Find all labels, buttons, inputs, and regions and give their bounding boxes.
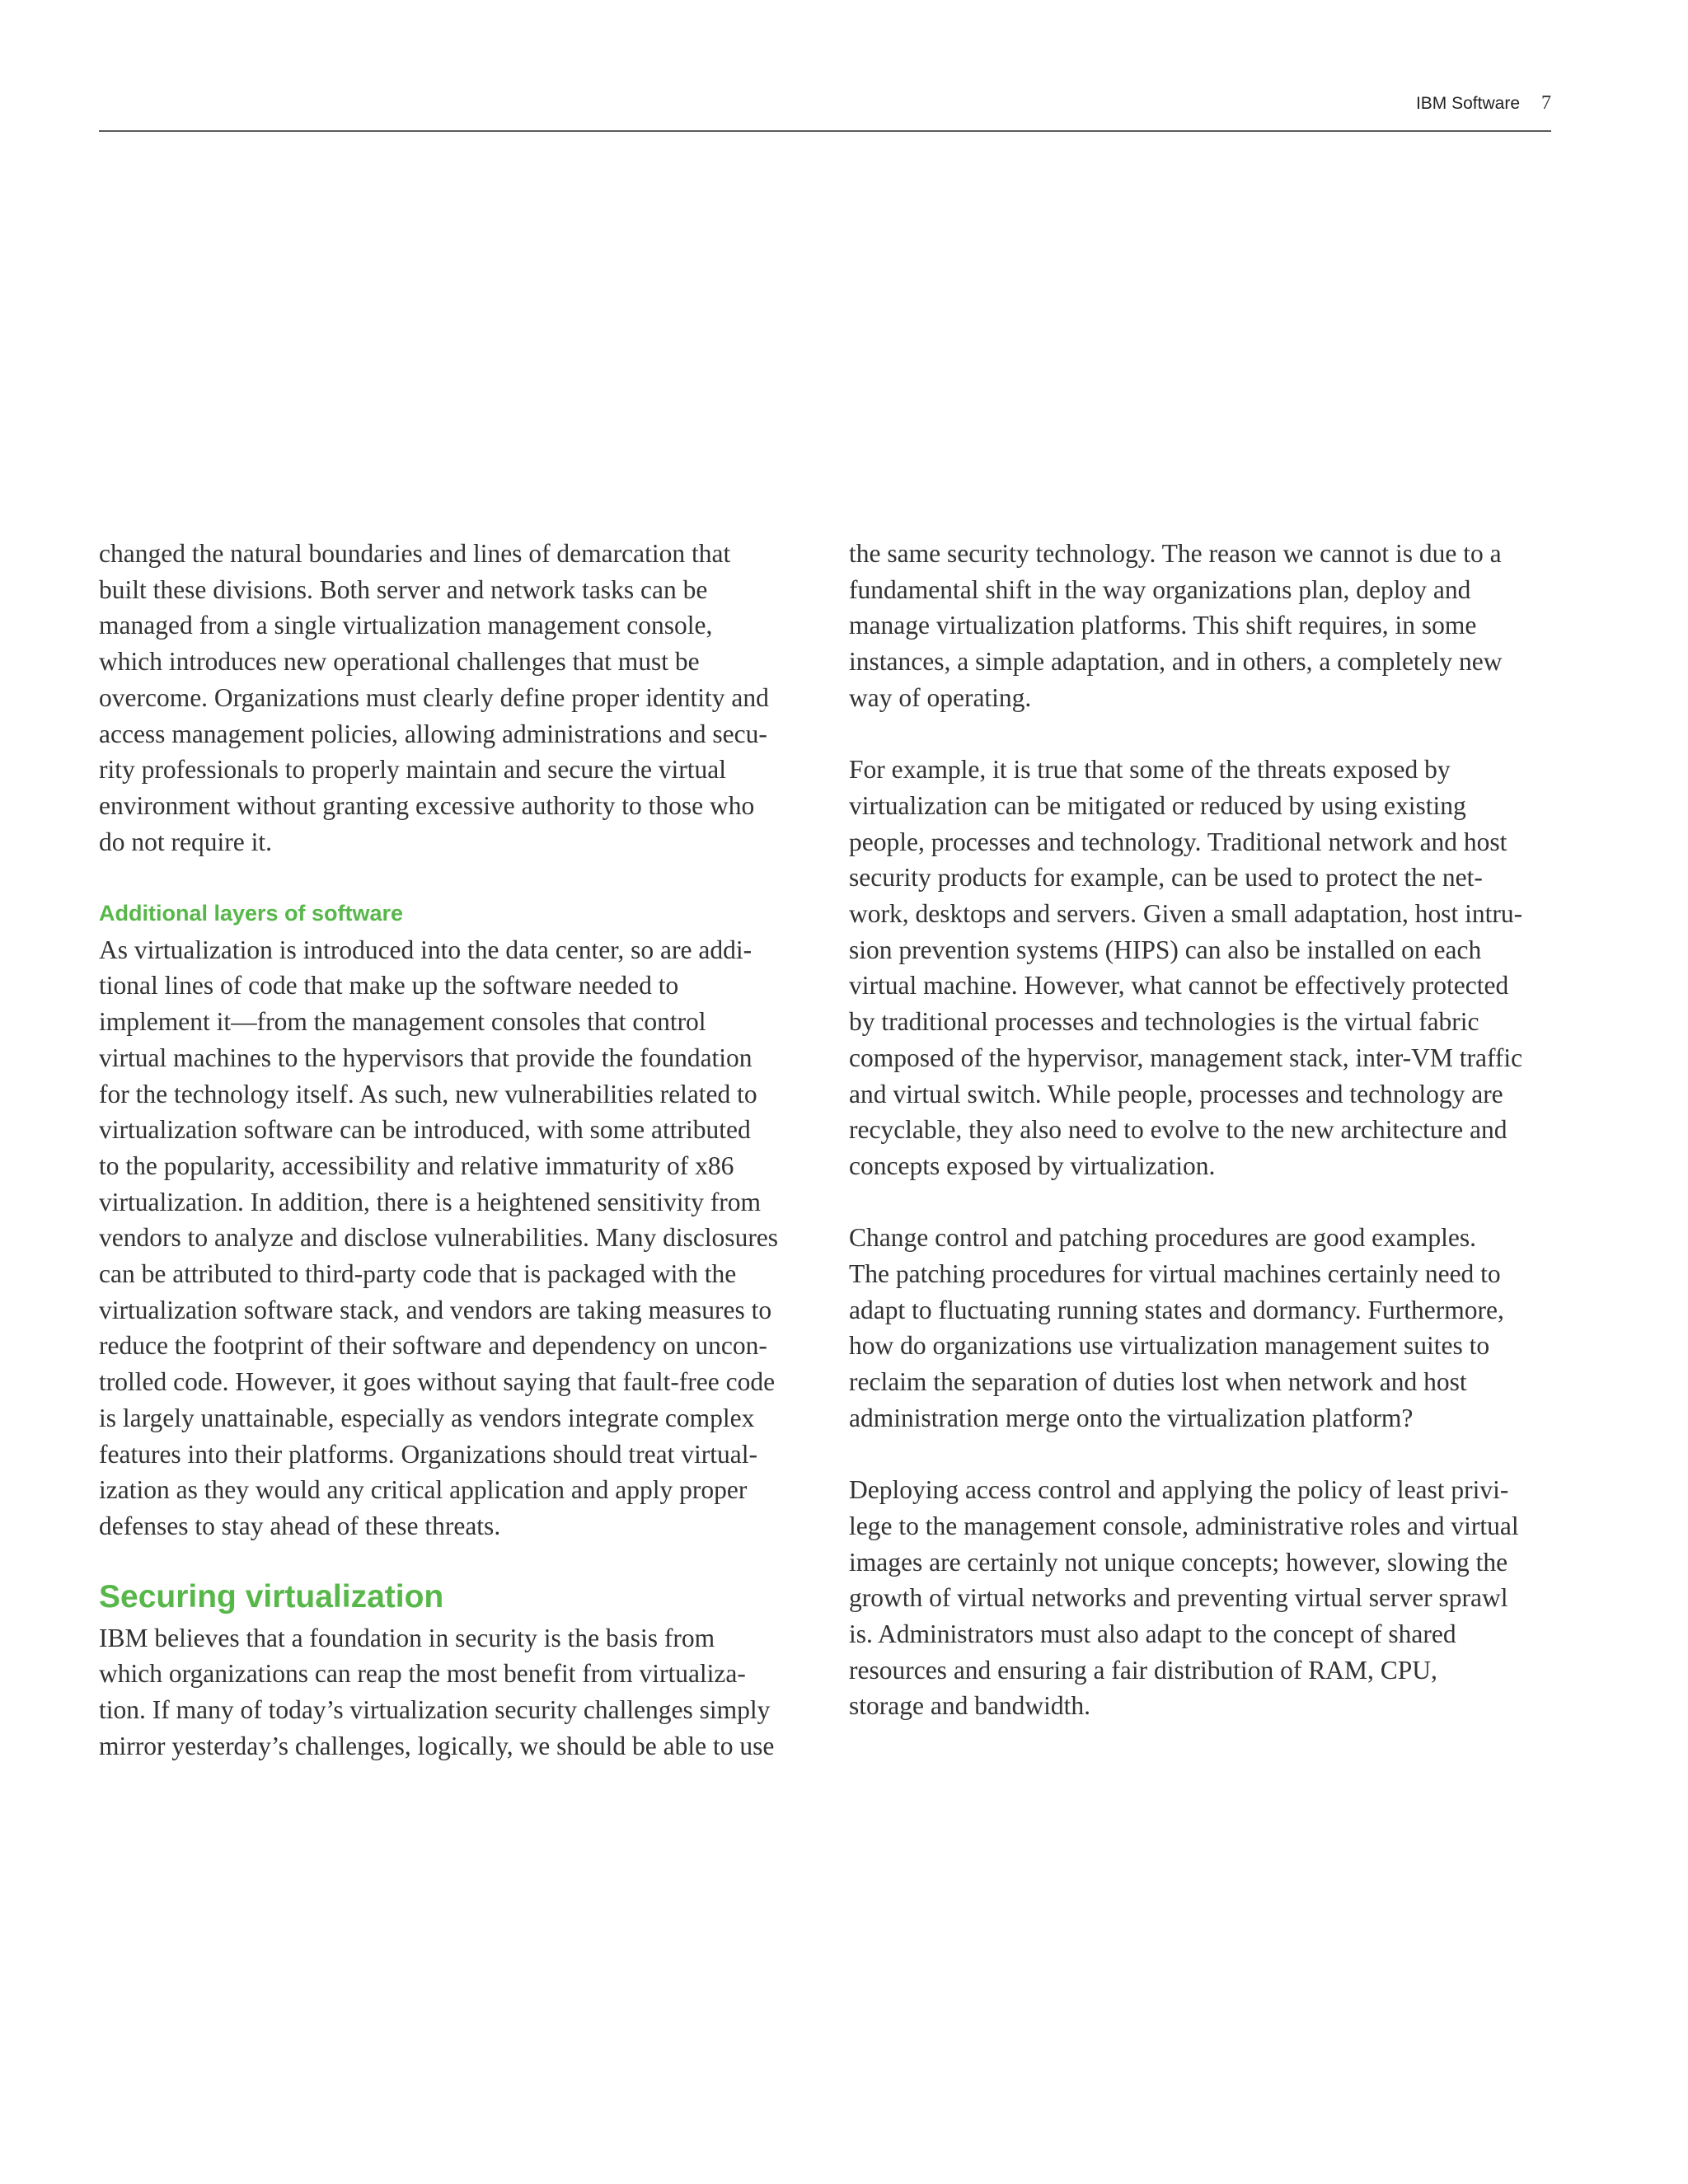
text-line: lege to the management console, administrative roles and virtual bbox=[849, 1511, 1519, 1540]
text-line: sion prevention systems (HIPS) can also be installed on each bbox=[849, 935, 1482, 964]
paragraph bbox=[99, 536, 808, 860]
text-line: images are certainly not unique concepts; however, slowing the bbox=[849, 1547, 1508, 1577]
text-line: managed from a single virtualization management console, bbox=[99, 611, 713, 640]
paragraph bbox=[99, 1620, 808, 1765]
subheading: Additional layers of software bbox=[99, 901, 404, 926]
text-line: and virtual switch. While people, processes and technology are bbox=[849, 1079, 1503, 1108]
text-line: environment without granting excessive authority to those who bbox=[99, 790, 755, 820]
text-line: to the popularity, accessibility and relative immaturity of x86 bbox=[99, 1151, 734, 1180]
page-number: 7 bbox=[1541, 92, 1551, 114]
text-line: IBM believes that a foundation in security is the basis from bbox=[99, 1623, 715, 1652]
text-line: changed the natural boundaries and lines of demarcation that bbox=[99, 539, 731, 568]
text-line: Deploying access control and applying the policy of least privi- bbox=[849, 1475, 1509, 1505]
text-line: trolled code. However, it goes without saying that fault-free code bbox=[99, 1367, 776, 1397]
text-line: instances, a simple adaptation, and in others, a completely new bbox=[849, 647, 1503, 677]
text-line: is. Administrators must also adapt to the concept of shared bbox=[849, 1619, 1456, 1649]
text-line: which organizations can reap the most benefit from virtualiza- bbox=[99, 1659, 746, 1689]
text-line: way of operating. bbox=[849, 682, 1032, 712]
text-line: features into their platforms. Organizations should treat virtual- bbox=[99, 1439, 757, 1469]
text-line: virtualization software can be introduced, with some attributed bbox=[99, 1115, 751, 1145]
text-line: reclaim the separation of duties lost when network and host bbox=[849, 1367, 1467, 1397]
text-line: tion. If many of today’s virtualization security challenges simply bbox=[99, 1695, 771, 1725]
page-header bbox=[99, 91, 1551, 132]
text-line: people, processes and technology. Traditional network and host bbox=[849, 827, 1507, 856]
text-line: virtual machine. However, what cannot be effectively protected bbox=[849, 971, 1509, 1001]
text-line: access management policies, allowing administrations and secu- bbox=[99, 719, 767, 748]
text-line: by traditional processes and technologies is the virtual fabric bbox=[849, 1007, 1479, 1037]
text-line: fundamental shift in the way organizations plan, deploy and bbox=[849, 574, 1471, 604]
paragraph bbox=[849, 536, 1558, 716]
text-line: tional lines of code that make up the software needed to bbox=[99, 971, 679, 1001]
text-line: For example, it is true that some of the threats exposed by bbox=[849, 755, 1451, 785]
header-brand: IBM Software bbox=[1415, 94, 1520, 113]
text-line: virtualization. In addition, there is a heightened sensitivity from bbox=[99, 1187, 762, 1216]
text-line: composed of the hypervisor, management stack, inter-VM traffic bbox=[849, 1043, 1523, 1072]
paragraph bbox=[849, 1472, 1558, 1724]
text-line: the same security technology. The reason we cannot is due to a bbox=[849, 539, 1502, 568]
text-line: security products for example, can be used to protect the net- bbox=[849, 863, 1483, 893]
text-line: reduce the footprint of their software and dependency on uncon- bbox=[99, 1331, 767, 1361]
text-line: work, desktops and servers. Given a small adaptation, host intru- bbox=[849, 899, 1523, 929]
text-line: The patching procedures for virtual machines certainly need to bbox=[849, 1259, 1501, 1289]
section-title: Securing virtualization bbox=[99, 1578, 444, 1615]
paragraph bbox=[99, 932, 808, 1544]
text-line: how do organizations use virtualization management suites to bbox=[849, 1331, 1490, 1361]
text-line: implement it—from the management consoles that control bbox=[99, 1007, 706, 1037]
paragraph-gap bbox=[849, 1184, 1558, 1221]
text-line: for the technology itself. As such, new vulnerabilities related to bbox=[99, 1079, 757, 1108]
text-line: overcome. Organizations must clearly define proper identity and bbox=[99, 682, 769, 712]
text-line: virtualization software stack, and vendors are taking measures to bbox=[99, 1295, 772, 1324]
text-line: do not require it. bbox=[99, 827, 272, 856]
text-line: recyclable, they also need to evolve to the new architecture and bbox=[849, 1115, 1507, 1145]
text-line: administration merge onto the virtualization platform? bbox=[849, 1403, 1414, 1432]
text-line: storage and bandwidth. bbox=[849, 1691, 1091, 1721]
paragraph-gap bbox=[849, 716, 1558, 752]
right-column bbox=[849, 536, 1558, 1724]
text-line: is largely unattainable, especially as vendors integrate complex bbox=[99, 1403, 755, 1432]
text-line: built these divisions. Both server and network tasks can be bbox=[99, 574, 708, 604]
text-line: can be attributed to third-party code that is packaged with the bbox=[99, 1259, 737, 1289]
paragraph-gap bbox=[849, 1436, 1558, 1473]
text-line: virtual machines to the hypervisors that provide the foundation bbox=[99, 1043, 753, 1072]
text-line: rity professionals to properly maintain and secure the virtual bbox=[99, 755, 727, 785]
left-column bbox=[99, 536, 808, 1764]
text-line: growth of virtual networks and preventing virtual server sprawl bbox=[849, 1583, 1508, 1613]
text-line: manage virtualization platforms. This shift requires, in some bbox=[849, 611, 1477, 640]
text-line: mirror yesterday’s challenges, logically, we should be able to use bbox=[99, 1731, 775, 1760]
text-line: resources and ensuring a fair distribution of RAM, CPU, bbox=[849, 1655, 1437, 1685]
paragraph bbox=[849, 752, 1558, 1183]
text-line: defenses to stay ahead of these threats. bbox=[99, 1511, 501, 1540]
text-line: virtualization can be mitigated or reduced by using existing bbox=[849, 790, 1466, 820]
paragraph bbox=[849, 1220, 1558, 1436]
text-line: adapt to fluctuating running states and dormancy. Furthermore, bbox=[849, 1295, 1504, 1324]
text-line: concepts exposed by virtualization. bbox=[849, 1151, 1216, 1180]
text-line: vendors to analyze and disclose vulnerabilities. Many disclosures bbox=[99, 1223, 779, 1253]
text-line: Change control and patching procedures are good examples. bbox=[849, 1223, 1476, 1253]
text-line: ization as they would any critical application and apply proper bbox=[99, 1475, 748, 1505]
text-line: As virtualization is introduced into the data center, so are addi- bbox=[99, 935, 753, 964]
text-line: which introduces new operational challenges that must be bbox=[99, 647, 700, 677]
